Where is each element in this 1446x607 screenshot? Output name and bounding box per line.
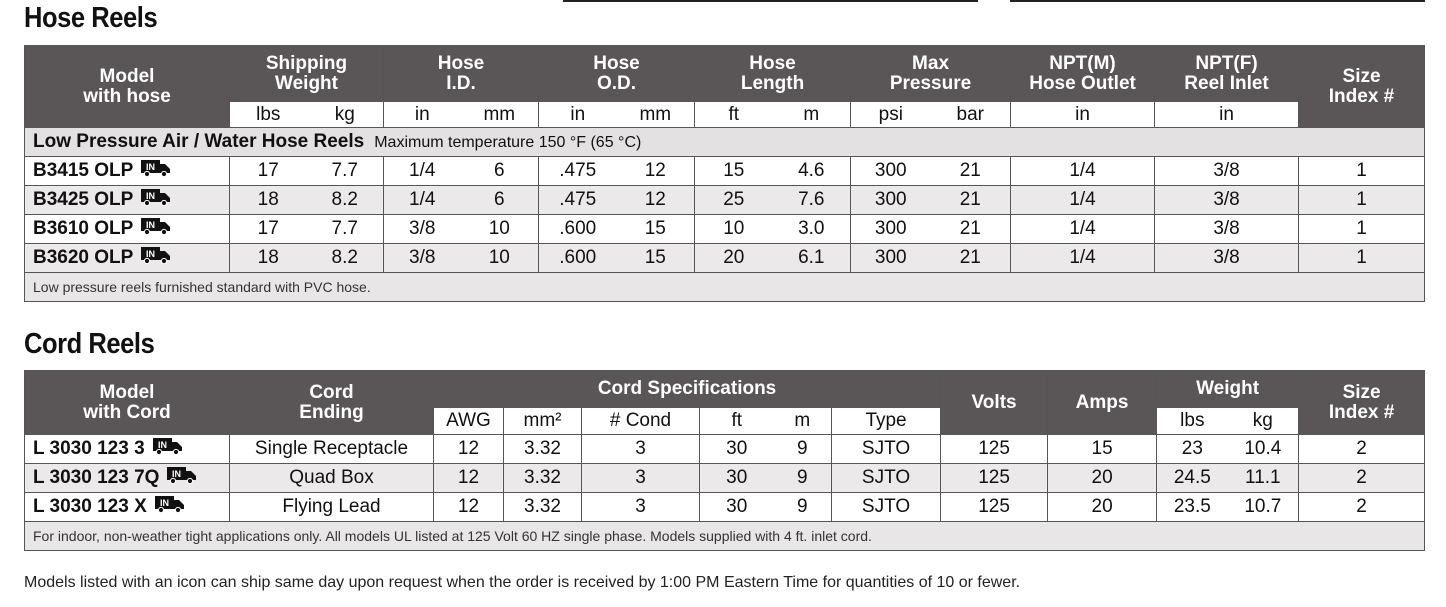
header-max-pressure: Max Pressure — [851, 46, 1011, 102]
header-volts: Volts — [941, 371, 1048, 435]
svg-text:IN: IN — [172, 469, 182, 479]
table-cell: 12 — [617, 157, 695, 186]
unit-cell: kg — [307, 102, 384, 128]
header-weight: Weight — [1157, 371, 1299, 408]
table-cell: .475 — [539, 157, 617, 186]
table-cell: 9 — [774, 464, 832, 493]
table-cell: 20 — [695, 244, 773, 273]
table-cell: 30 — [700, 464, 774, 493]
table-cell: 15 — [617, 215, 695, 244]
table-cell: .475 — [539, 186, 617, 215]
table-cell: 23.5 — [1157, 493, 1228, 522]
table-cell: 10 — [461, 215, 539, 244]
unit-cell: Type — [832, 408, 941, 435]
table-cell: 3/8 — [384, 244, 461, 273]
unit-cell: ft — [695, 102, 773, 128]
table-row — [25, 435, 1425, 464]
table-cell: 1/4 — [1011, 186, 1155, 215]
table-cell: 3.0 — [773, 215, 851, 244]
unit-cell: m — [773, 102, 851, 128]
table-cell: 12 — [617, 186, 695, 215]
hose-reels-table — [24, 45, 1425, 302]
model-cell — [25, 244, 230, 273]
table-cell: 6.1 — [773, 244, 851, 273]
unit-cell: in — [1011, 102, 1155, 128]
model-cell — [25, 435, 230, 464]
table-cell: 1/4 — [384, 186, 461, 215]
unit-cell: in — [539, 102, 617, 128]
unit-cell: ft — [700, 408, 774, 435]
table-cell: Quad Box — [230, 464, 434, 493]
table-cell: 17 — [230, 157, 307, 186]
unit-cell: # Cond — [582, 408, 700, 435]
svg-text:IN: IN — [146, 162, 156, 172]
table-cell: 1/4 — [384, 157, 461, 186]
header-hose-id: Hose I.D. — [384, 46, 539, 102]
top-rule-left — [563, 0, 978, 2]
model-number: B3620 OLP — [33, 247, 134, 269]
table-cell: 8.2 — [307, 244, 384, 273]
header-cord-specifications: Cord Specifications — [434, 371, 941, 408]
table-cell: 15 — [695, 157, 773, 186]
table-cell: 3/8 — [1155, 157, 1299, 186]
table-cell: Flying Lead — [230, 493, 434, 522]
table-cell: 30 — [700, 493, 774, 522]
table-cell: 15 — [617, 244, 695, 273]
table-cell: .600 — [539, 244, 617, 273]
truck-icon — [141, 188, 171, 212]
table-row — [25, 464, 1425, 493]
table-cell: 3.32 — [504, 435, 582, 464]
model-number: B3425 OLP — [33, 189, 134, 211]
unit-cell: mm — [617, 102, 695, 128]
table-cell: 300 — [851, 186, 931, 215]
model-number: L 3030 123 7Q — [33, 467, 160, 489]
truck-icon — [153, 437, 183, 461]
svg-text:IN: IN — [146, 249, 156, 259]
table-row — [25, 215, 1425, 244]
unit-cell: lbs — [1157, 408, 1228, 435]
model-number: B3415 OLP — [33, 160, 134, 182]
hose-reels-title: Hose Reels — [24, 2, 158, 34]
table-cell: 10 — [695, 215, 773, 244]
table-cell: 1/4 — [1011, 157, 1155, 186]
table-cell: 4.6 — [773, 157, 851, 186]
table-cell: 10.7 — [1228, 493, 1299, 522]
table-cell: 1 — [1299, 215, 1425, 244]
cord-reels-note: For indoor, non-weather tight applications only. All models UL listed at 125 Volt 60 HZ single phase. Models supplied with 4 ft. inlet cord. — [25, 522, 1425, 551]
unit-cell: lbs — [230, 102, 307, 128]
table-cell: 2 — [1299, 464, 1425, 493]
table-cell: 3 — [582, 435, 700, 464]
table-row — [25, 244, 1425, 273]
header-hose-od: Hose O.D. — [539, 46, 695, 102]
table-cell: 17 — [230, 215, 307, 244]
table-cell: 3.32 — [504, 493, 582, 522]
table-cell: 300 — [851, 215, 931, 244]
table-cell: 11.1 — [1228, 464, 1299, 493]
table-cell: 10 — [461, 244, 539, 273]
category-subtitle: Maximum temperature 150 °F (65 °C) — [374, 134, 642, 151]
header-model: Model with Cord — [25, 371, 230, 435]
truck-icon — [141, 246, 171, 270]
table-cell: 9 — [774, 435, 832, 464]
table-cell: 12 — [434, 435, 504, 464]
table-cell: 21 — [931, 244, 1011, 273]
table-cell: 21 — [931, 157, 1011, 186]
table-cell: 23 — [1157, 435, 1228, 464]
table-cell: 20 — [1048, 464, 1157, 493]
header-size-index: Size Index # — [1299, 46, 1425, 128]
unit-cell: kg — [1228, 408, 1299, 435]
table-cell: Single Receptacle — [230, 435, 434, 464]
table-cell: 1 — [1299, 186, 1425, 215]
table-cell: 2 — [1299, 435, 1425, 464]
model-cell — [25, 157, 230, 186]
table-cell: 7.7 — [307, 157, 384, 186]
table-cell: 20 — [1048, 493, 1157, 522]
table-row — [25, 493, 1425, 522]
hose-reels-note: Low pressure reels furnished standard with PVC hose. — [25, 273, 1425, 302]
table-cell: 15 — [1048, 435, 1157, 464]
unit-cell: psi — [851, 102, 931, 128]
header-cord-ending: Cord Ending — [230, 371, 434, 435]
unit-cell: in — [1155, 102, 1299, 128]
table-cell: 1/4 — [1011, 215, 1155, 244]
unit-cell: bar — [931, 102, 1011, 128]
table-cell: 25 — [695, 186, 773, 215]
table-cell: 18 — [230, 186, 307, 215]
table-cell: 300 — [851, 157, 931, 186]
table-cell: 125 — [941, 435, 1048, 464]
table-cell: SJTO — [832, 435, 941, 464]
model-number: B3610 OLP — [33, 218, 134, 240]
table-cell: 21 — [931, 186, 1011, 215]
table-cell: 1 — [1299, 244, 1425, 273]
table-cell: 3.32 — [504, 464, 582, 493]
header-npt-m: NPT(M) Hose Outlet — [1011, 46, 1155, 102]
unit-cell: mm² — [504, 408, 582, 435]
table-cell: .600 — [539, 215, 617, 244]
table-cell: 125 — [941, 464, 1048, 493]
table-cell: 3/8 — [1155, 244, 1299, 273]
truck-icon — [155, 495, 185, 519]
table-cell: 30 — [700, 435, 774, 464]
model-number: L 3030 123 3 — [33, 438, 145, 460]
model-cell — [25, 186, 230, 215]
svg-text:IN: IN — [146, 220, 156, 230]
table-row — [25, 157, 1425, 186]
svg-text:IN: IN — [146, 191, 156, 201]
header-size-index: Size Index # — [1299, 371, 1425, 435]
table-cell: 3/8 — [1155, 215, 1299, 244]
table-cell: 7.6 — [773, 186, 851, 215]
model-cell — [25, 464, 230, 493]
unit-cell: m — [774, 408, 832, 435]
table-cell: 3 — [582, 493, 700, 522]
svg-text:IN: IN — [157, 440, 167, 450]
cord-reels-title: Cord Reels — [24, 328, 155, 360]
table-cell: 21 — [931, 215, 1011, 244]
footer-note: Models listed with an icon can ship same day upon request when the order is received by 1:00 PM Eastern Time for quantities of 10 or fewer. — [24, 574, 1021, 591]
svg-text:IN: IN — [159, 498, 169, 508]
table-cell: 6 — [461, 186, 539, 215]
header-amps: Amps — [1048, 371, 1157, 435]
unit-cell: in — [384, 102, 461, 128]
table-cell: 3/8 — [1155, 186, 1299, 215]
model-number: L 3030 123 X — [33, 496, 147, 518]
table-cell: 3/8 — [384, 215, 461, 244]
truck-icon — [141, 159, 171, 183]
table-cell: 18 — [230, 244, 307, 273]
truck-icon — [167, 466, 197, 490]
header-npt-f: NPT(F) Reel Inlet — [1155, 46, 1299, 102]
model-cell — [25, 493, 230, 522]
header-shipping-weight: Shipping Weight — [230, 46, 384, 102]
table-cell: 2 — [1299, 493, 1425, 522]
table-cell: 1 — [1299, 157, 1425, 186]
category-title: Low Pressure Air / Water Hose Reels — [33, 131, 365, 152]
category-row — [25, 128, 1425, 157]
table-cell: SJTO — [832, 464, 941, 493]
table-cell: 125 — [941, 493, 1048, 522]
header-model: Model with hose — [25, 46, 230, 128]
header-hose-length: Hose Length — [695, 46, 851, 102]
table-cell: 12 — [434, 464, 504, 493]
table-cell: 1/4 — [1011, 244, 1155, 273]
cord-reels-table — [24, 370, 1425, 551]
table-cell: 12 — [434, 493, 504, 522]
table-cell: SJTO — [832, 493, 941, 522]
table-row — [25, 186, 1425, 215]
unit-cell: AWG — [434, 408, 504, 435]
table-cell: 24.5 — [1157, 464, 1228, 493]
top-rule-right — [1010, 0, 1425, 2]
table-cell: 10.4 — [1228, 435, 1299, 464]
table-cell: 8.2 — [307, 186, 384, 215]
table-cell: 9 — [774, 493, 832, 522]
model-cell — [25, 215, 230, 244]
unit-cell: mm — [461, 102, 539, 128]
table-cell: 300 — [851, 244, 931, 273]
truck-icon — [141, 217, 171, 241]
table-cell: 3 — [582, 464, 700, 493]
table-cell: 7.7 — [307, 215, 384, 244]
table-cell: 6 — [461, 157, 539, 186]
